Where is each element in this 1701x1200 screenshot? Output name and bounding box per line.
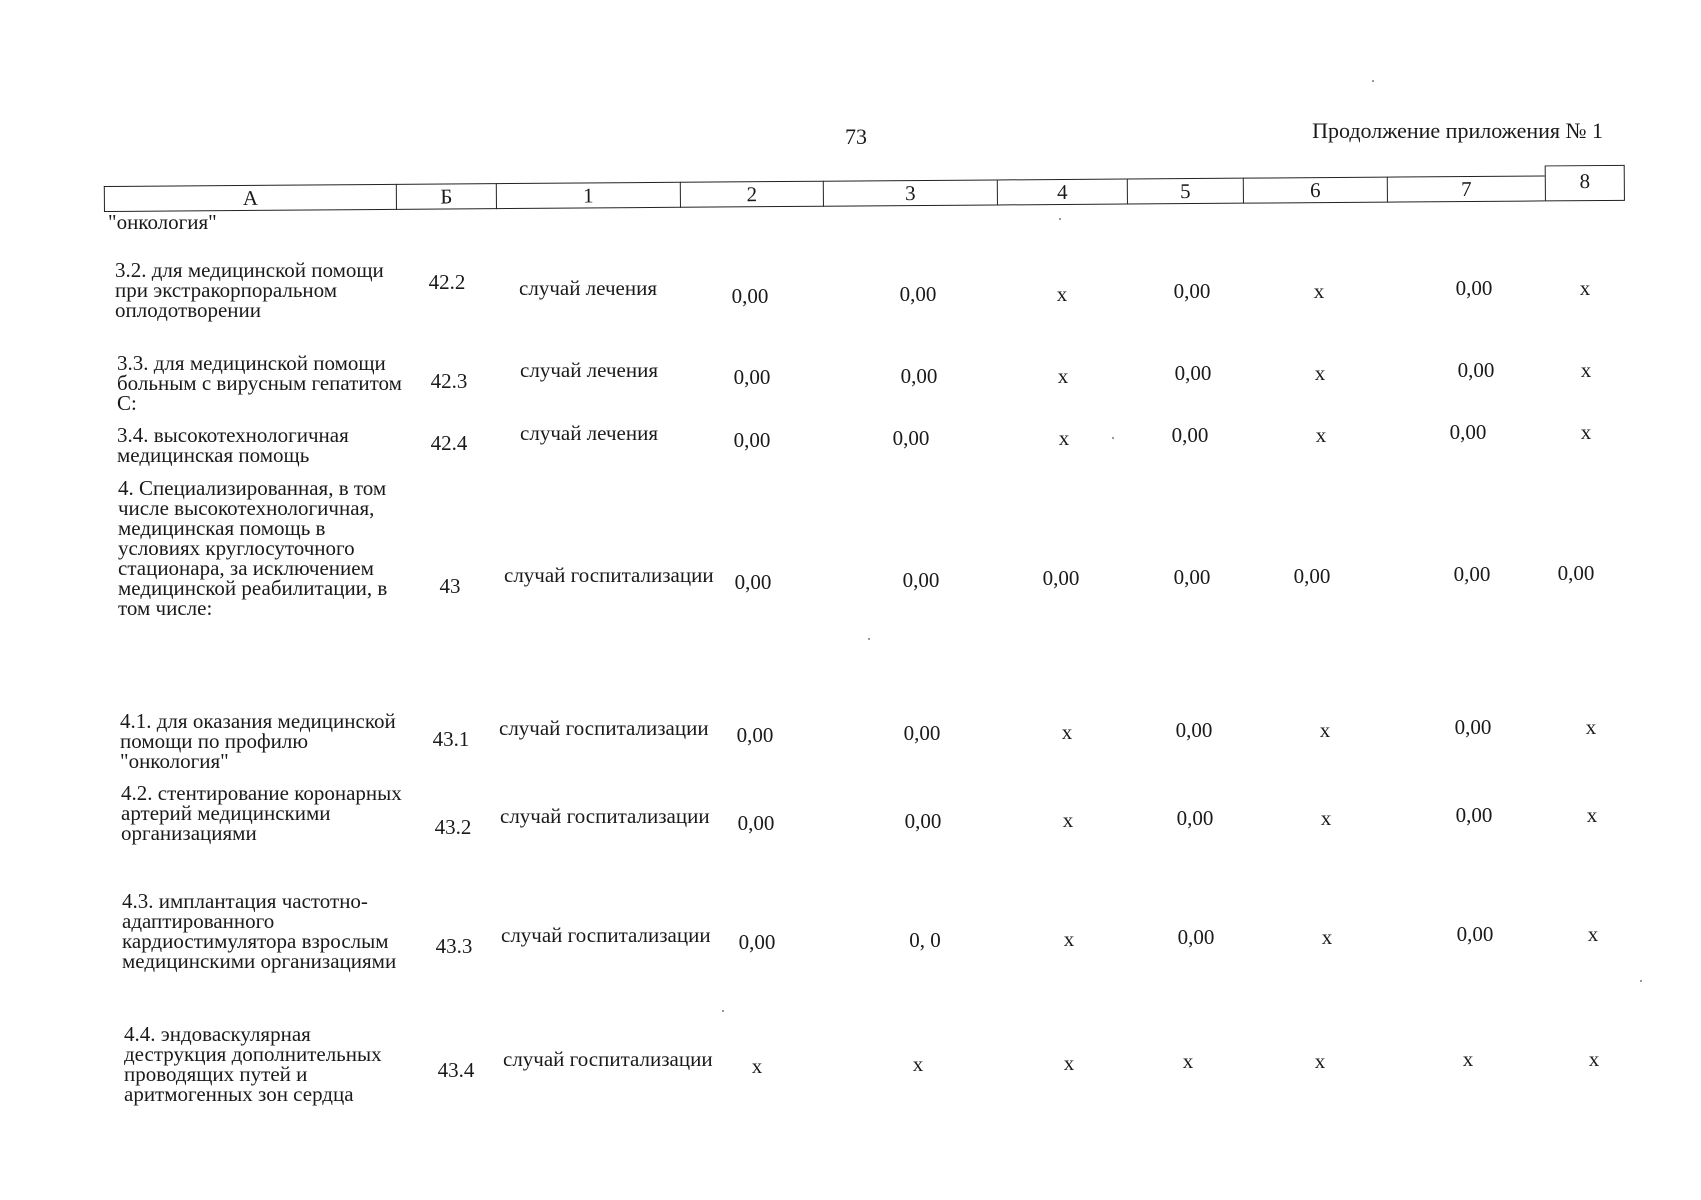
row-value-col5: 0,00 bbox=[1175, 718, 1213, 742]
row-value-col2: 0,00 bbox=[736, 723, 774, 747]
row-value-col2: 0,00 bbox=[738, 930, 776, 954]
header-col-7: 7 bbox=[1387, 175, 1545, 202]
row-value-col5: 0,00 bbox=[1171, 423, 1209, 447]
row-name: 4.3. имплантация частотно-адаптированного кардиостимулятора взрослым медицинскими организациями bbox=[122, 889, 397, 973]
row-value-col7: 0,00 bbox=[1454, 715, 1492, 739]
row-value-col8: x bbox=[1586, 803, 1598, 827]
appendix-continuation-note: Продолжение приложения № 1 bbox=[1312, 118, 1603, 143]
row-value-col8: 0,00 bbox=[1557, 561, 1595, 585]
header-col-1: 1 bbox=[496, 182, 680, 209]
row-code: 42.3 bbox=[430, 369, 468, 393]
row-code: 43.1 bbox=[432, 727, 470, 751]
row-unit: случай госпитализации bbox=[500, 804, 710, 828]
row-value-col7: 0,00 bbox=[1449, 420, 1487, 444]
header-col-b: Б bbox=[396, 183, 496, 210]
row-value-col6: x bbox=[1320, 806, 1332, 830]
row-value-col3: 0,00 bbox=[902, 568, 940, 592]
row-value-col8: x bbox=[1588, 1047, 1600, 1071]
scan-speck bbox=[1059, 218, 1061, 220]
row-value-col5: 0,00 bbox=[1176, 806, 1214, 830]
row-value-col5: 0,00 bbox=[1173, 565, 1211, 589]
row-value-col4: x bbox=[1056, 282, 1068, 306]
row-unit: случай лечения bbox=[520, 421, 658, 445]
row-value-col5: 0,00 bbox=[1177, 925, 1215, 949]
row-value-col2: 0,00 bbox=[733, 428, 771, 452]
row-value-col7: 0,00 bbox=[1453, 562, 1491, 586]
row-value-col5: x bbox=[1182, 1049, 1194, 1073]
row-value-col2: 0,00 bbox=[733, 365, 771, 389]
row-unit: случай госпитализации bbox=[503, 1047, 713, 1071]
row-value-col7: 0,00 bbox=[1457, 358, 1495, 382]
row-name: 3.3. для медицинской помощи больным с вирусным гепатитом С: bbox=[117, 351, 402, 415]
row-value-col8: x bbox=[1587, 922, 1599, 946]
row-value-col8: x bbox=[1579, 276, 1591, 300]
row-value-col6: x bbox=[1315, 423, 1327, 447]
row-value-col3: 0,00 bbox=[892, 426, 930, 450]
row-value-col3: 0,00 bbox=[900, 364, 938, 388]
row-name: 3.4. высокотехнологичная медицинская помощь bbox=[117, 423, 349, 467]
row-code: 43.3 bbox=[435, 934, 473, 958]
row-unit: случай лечения bbox=[519, 276, 657, 300]
row-value-col7: 0,00 bbox=[1456, 922, 1494, 946]
row-value-col2: x bbox=[751, 1054, 763, 1078]
row-value-col5: 0,00 bbox=[1174, 361, 1212, 385]
row-code: 43.4 bbox=[437, 1058, 475, 1082]
row-value-col4: x bbox=[1063, 927, 1075, 951]
row-value-col4: x bbox=[1062, 808, 1074, 832]
row-value-col7: 0,00 bbox=[1455, 276, 1493, 300]
row-name: 4.1. для оказания медицинской помощи по профилю "онкология" bbox=[120, 709, 396, 773]
row-value-col2: 0,00 bbox=[737, 811, 775, 835]
header-col-8: 8 bbox=[1545, 165, 1625, 202]
row-unit: случай госпитализации bbox=[504, 563, 714, 587]
row-value-col8: x bbox=[1585, 715, 1597, 739]
row-value-col7: x bbox=[1462, 1047, 1474, 1071]
row-unit: случай госпитализации bbox=[501, 923, 711, 947]
table-header-row bbox=[104, 161, 1618, 214]
row-value-col2: 0,00 bbox=[731, 284, 769, 308]
header-col-6: 6 bbox=[1243, 177, 1387, 204]
page-number: 73 bbox=[845, 124, 867, 149]
row-value-col6: x bbox=[1319, 718, 1331, 742]
row-code: 43 bbox=[439, 574, 461, 598]
row-value-col4: 0,00 bbox=[1042, 566, 1080, 590]
header-col-4: 4 bbox=[997, 179, 1127, 206]
carry-over-text: "онкология" bbox=[108, 210, 217, 234]
row-value-col6: 0,00 bbox=[1293, 564, 1331, 588]
row-unit: случай лечения bbox=[520, 358, 658, 382]
row-value-col3: 0, 0 bbox=[909, 928, 941, 952]
row-value-col2: 0,00 bbox=[734, 570, 772, 594]
row-value-col8: x bbox=[1580, 358, 1592, 382]
row-value-col4: x bbox=[1058, 426, 1070, 450]
row-name: 3.2. для медицинской помощи при экстракорпоральном оплодотворении bbox=[115, 258, 384, 322]
scan-speck bbox=[1640, 980, 1642, 982]
row-unit: случай госпитализации bbox=[499, 716, 709, 740]
row-value-col6: x bbox=[1314, 361, 1326, 385]
scan-speck bbox=[868, 638, 870, 640]
row-value-col4: x bbox=[1061, 720, 1073, 744]
row-value-col7: 0,00 bbox=[1455, 803, 1493, 827]
header-col-a: А bbox=[104, 184, 396, 212]
scan-speck bbox=[722, 1010, 724, 1012]
row-value-col6: x bbox=[1314, 1049, 1326, 1073]
row-value-col8: x bbox=[1580, 420, 1592, 444]
row-value-col3: 0,00 bbox=[899, 282, 937, 306]
scan-speck bbox=[1372, 80, 1374, 82]
row-value-col3: 0,00 bbox=[904, 809, 942, 833]
header-col-3: 3 bbox=[823, 179, 997, 206]
row-code: 42.4 bbox=[430, 431, 468, 455]
row-value-col4: x bbox=[1057, 364, 1069, 388]
header-col-5: 5 bbox=[1127, 178, 1243, 205]
row-name: 4.4. эндоваскулярная деструкция дополнительных проводящих путей и аритмогенных зон сердца bbox=[124, 1022, 382, 1106]
header-col-2: 2 bbox=[680, 181, 823, 208]
row-name: 4. Специализированная, в том числе высокотехнологичная, медицинская помощь в условиях круглосуточного стационара, за исключением медицинской реабилитации, в том числе: bbox=[118, 476, 388, 620]
row-code: 43.2 bbox=[434, 815, 472, 839]
row-value-col6: x bbox=[1313, 279, 1325, 303]
row-value-col4: x bbox=[1063, 1051, 1075, 1075]
row-name: 4.2. стентирование коронарных артерий медицинскими организациями bbox=[121, 781, 402, 845]
scan-speck bbox=[1112, 437, 1114, 439]
row-value-col3: 0,00 bbox=[903, 721, 941, 745]
row-code: 42.2 bbox=[428, 270, 466, 294]
row-value-col6: x bbox=[1321, 925, 1333, 949]
row-value-col3: x bbox=[912, 1052, 924, 1076]
row-value-col5: 0,00 bbox=[1173, 279, 1211, 303]
